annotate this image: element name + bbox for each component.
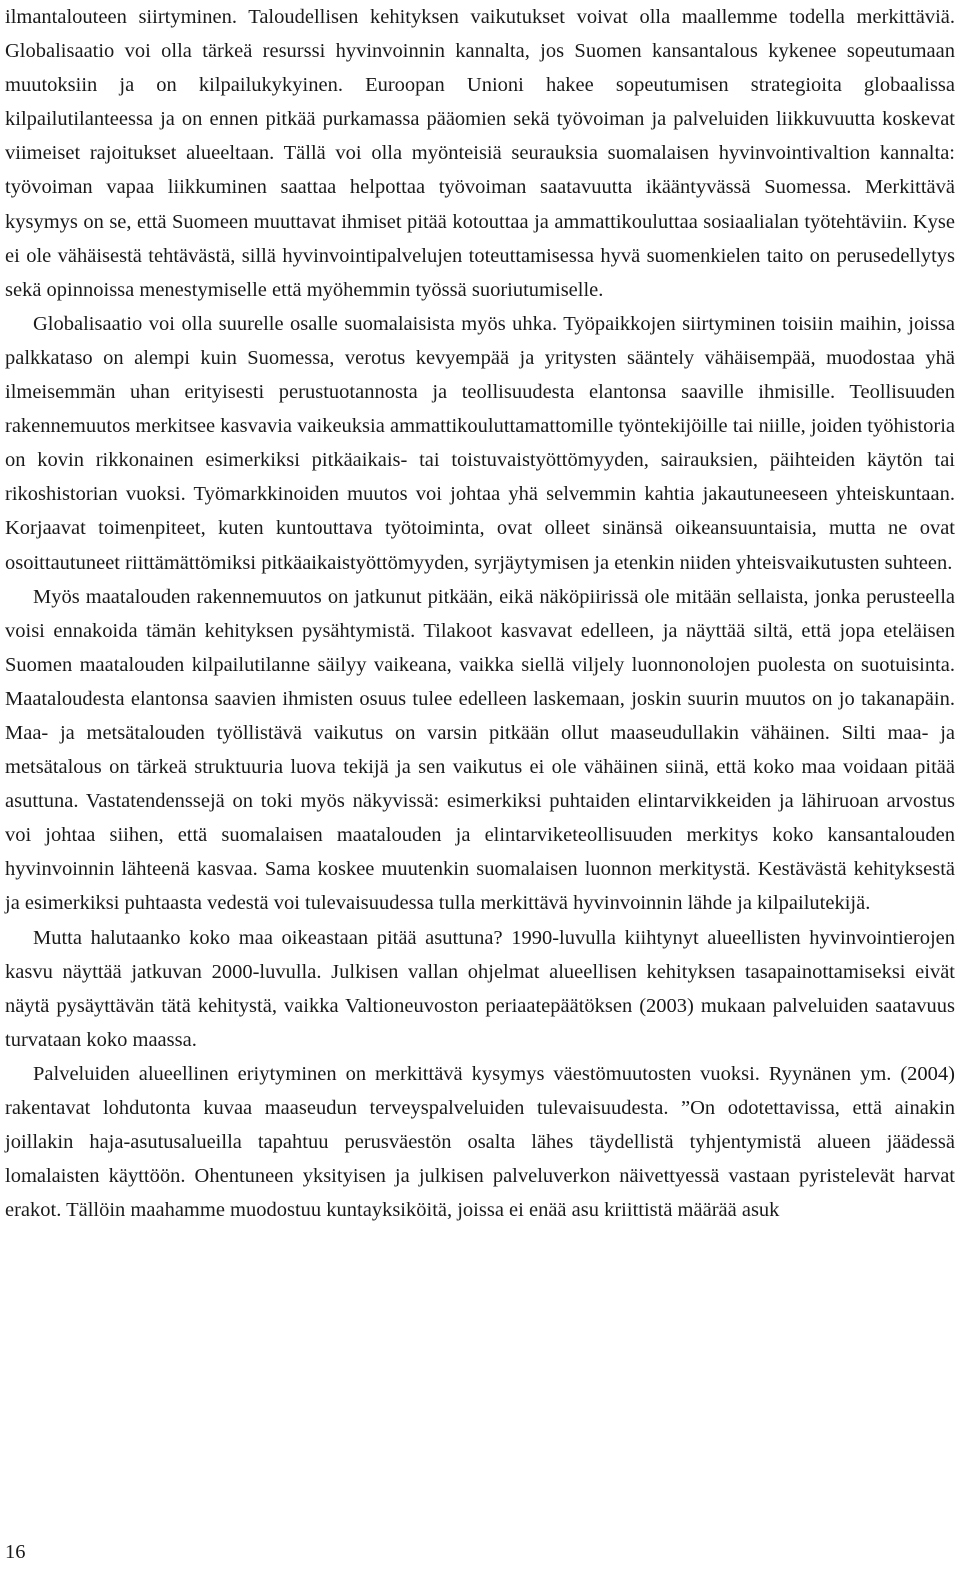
paragraph-5: Palveluiden alueellinen eriytyminen on merkittävä kysymys väestömuutosten vuoksi. Ryynänen ym. (2004) rakentavat lohdutonta kuvaa maaseudun terveyspalveluiden tulevaisuudesta. ”On odotettavissa, että ainakin joillakin haja-asutusalueilla tapahtuu perusväestön osalta lähes täydellistä tyhjentymistä alueen jäädessä lomalaisten käyttöön. Ohentuneen yksityisen ja julkisen palveluverkon näivettyessä vastaan pyristelevät harvat erakot. Tällöin maahamme muodostuu kuntayksiköitä, joissa ei enää asu kriittistä määrää asuk xyxy=(5,1062,955,1222)
paragraph-3: Myös maatalouden rakennemuutos on jatkunut pitkään, eikä näköpiirissä ole mitään sellaista, jonka perusteella voisi ennakoida tämän kehityksen pysähtymistä. Tilakoot kasvavat edelleen, ja näyttää siltä, että jopa eteläisen Suomen maatalouden kilpailutilanne säilyy vaikeana, vaikka siellä viljely luonnonolojen puolesta on suotuisinta. Maataloudesta elantonsa saavien ihmisten osuus tulee edelleen laskemaan, joskin suurin muutos on jo takanapäin. Maa- ja metsätalouden työllistävä vaikutus on varsin pitkään ollut maaseudullakin vähäinen. Silti maa- ja metsätalous on tärkeä struktuuria luova tekijä ja sen vaikutus ei ole vähäinen siinä, että koko maa voidaan pitää asuttuna. Vastatendenssejä on toki myös näkyvissä: esimerkiksi puhtaiden elintarvikkeiden ja lähiruoan arvostus voi johtaa siihen, että suomalaisen maatalouden ja elintarviketeollisuuden merkitys koko kansantalouden hyvinvoinnin lähteenä kasvaa. Sama koskee muutenkin suomalaisen luonnon merkitystä. Kestävästä kehityksestä ja esimerkiksi puhtaasta vedestä voi tulevaisuudessa tulla merkittävä hyvinvoinnin lähde ja kilpailutekijä. xyxy=(5,585,955,915)
paragraph-4: Mutta halutaanko koko maa oikeastaan pitää asuttuna? 1990-luvulla kiihtynyt alueellisten hyvinvointierojen kasvu näyttää jatkuvan 2000-luvulla. Julkisen vallan ohjelmat alueellisen kehityksen tasapainottamiseksi eivät näytä pysäyttävän tätä kehitystä, vaikka Valtioneuvoston periaatepäätöksen (2003) mukaan palveluiden saatavuus turvataan koko maassa. xyxy=(5,926,955,1051)
document-body xyxy=(5,0,955,1227)
paragraph-1: ilmantalouteen siirtyminen. Taloudellisen kehityksen vaikutukset voivat olla maallemme todella merkittäviä. Globalisaatio voi olla tärkeä resurssi hyvinvoinnin kannalta, jos Suomen kansantalous kykenee sopeutumaan muutoksiin ja on kilpailukykyinen. Euroopan Unioni hakee sopeutumisen strategioita globaalissa kilpailutilanteessa ja on ennen pitkää purkamassa pääomien sekä työvoiman ja palveluiden liikkuvuutta koskevat viimeiset rajoitukset alueeltaan. Tällä voi olla myönteisiä seurauksia suomalaisen hyvinvointivaltion kannalta: työvoiman vapaa liikkuminen saattaa helpottaa työvoiman saatavuutta ikääntyvässä Suomessa. Merkittävä kysymys on se, että Suomeen muuttavat ihmiset pitää kotouttaa ja ammattikouluttaa sosiaalialan työtehtäviin. Kyse ei ole vähäisestä tehtävästä, sillä hyvinvointipalvelujen toteuttamisessa hyvä suomenkielen taito on perusedellytys sekä opinnoissa menestymiselle että myöhemmin työssä suoriutumiselle. xyxy=(5,6,955,301)
page-number: 16 xyxy=(5,1541,26,1563)
paragraph-2: Globalisaatio voi olla suurelle osalle suomalaisista myös uhka. Työpaikkojen siirtyminen toisiin maihin, joissa palkkataso on alempi kuin Suomessa, verotus kevyempää ja yritysten sääntely vähäisempää, muodostaa yhä ilmeisemmän uhan erityisesti perustuotannosta ja teollisuudesta elantonsa saaville ihmisille. Teollisuuden rakennemuutos merkitsee kasvavia vaikeuksia ammattikouluttamattomille työntekijöille tai niille, joiden työhistoria on kovin rikkonainen esimerkiksi pitkäaikais- tai toistuvaistyöttömyyden, sairauksien, päihteiden käytön tai rikoshistorian vuoksi. Työmarkkinoiden muutos voi johtaa yhä selvemmin kahtia jakautuneeseen yhteiskuntaan. Korjaavat toimenpiteet, kuten kuntouttava työtoiminta, ovat olleet sinänsä oikeansuuntaisia, mutta ne ovat osoittautuneet riittämättömiksi pitkäaikaistyöttömyyden, syrjäytymisen ja etenkin niiden yhteisvaikutusten suhteen. xyxy=(5,312,955,574)
